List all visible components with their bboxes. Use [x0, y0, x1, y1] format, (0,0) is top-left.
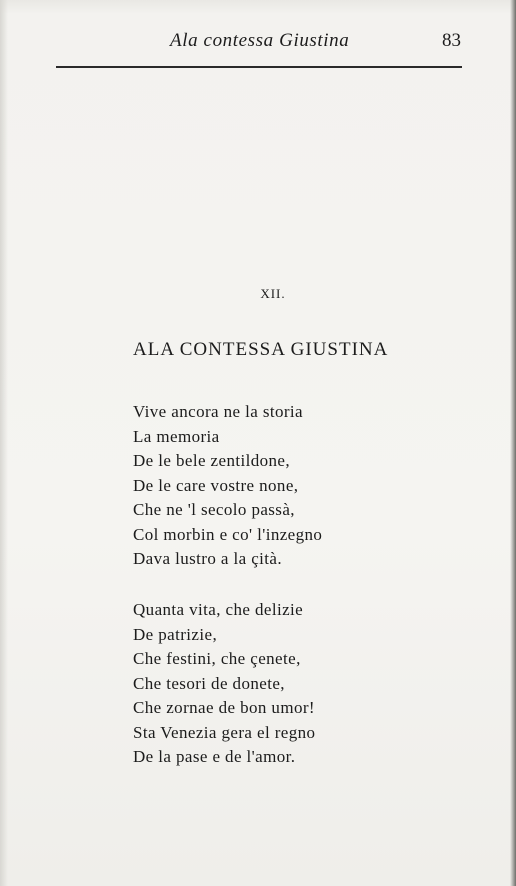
poem-line: Quanta vita, che delizie [133, 600, 304, 619]
poem-line: La memoria [133, 426, 220, 446]
page-left-shadow [0, 0, 8, 886]
section-number: XII. [260, 286, 286, 301]
poem-line: De la pase e de l'amor. [133, 747, 296, 766]
poem-line: Che festini, che çenete, [133, 649, 301, 668]
poem-line: Sta Venezia gera el regno [133, 722, 316, 742]
stanza-1 [133, 400, 322, 572]
poem-line: Che zornae de bon umor! [133, 698, 315, 717]
poem-title: ALA CONTESSA GIUSTINA [133, 339, 389, 360]
poem-line: Vive ancora ne la storia [133, 402, 304, 421]
poem-line: Col morbin e co' l'inzegno [133, 524, 323, 544]
poem-line: De le bele zentildone, [133, 451, 291, 470]
poem-line: De le care vostre none, [133, 475, 299, 495]
poem-line: Che ne 'l secolo passà, [133, 500, 295, 519]
stanza-2 [133, 598, 315, 770]
header-rule [56, 66, 462, 68]
poem-line: De patrizie, [133, 624, 218, 644]
poem-line: Che tesori de donete, [133, 673, 285, 693]
running-title: Ala contessa Giustina [170, 30, 350, 51]
page-right-edge [510, 0, 516, 886]
page-number: 83 [442, 30, 461, 51]
poem-line: Dava lustro a la çità. [133, 549, 282, 568]
